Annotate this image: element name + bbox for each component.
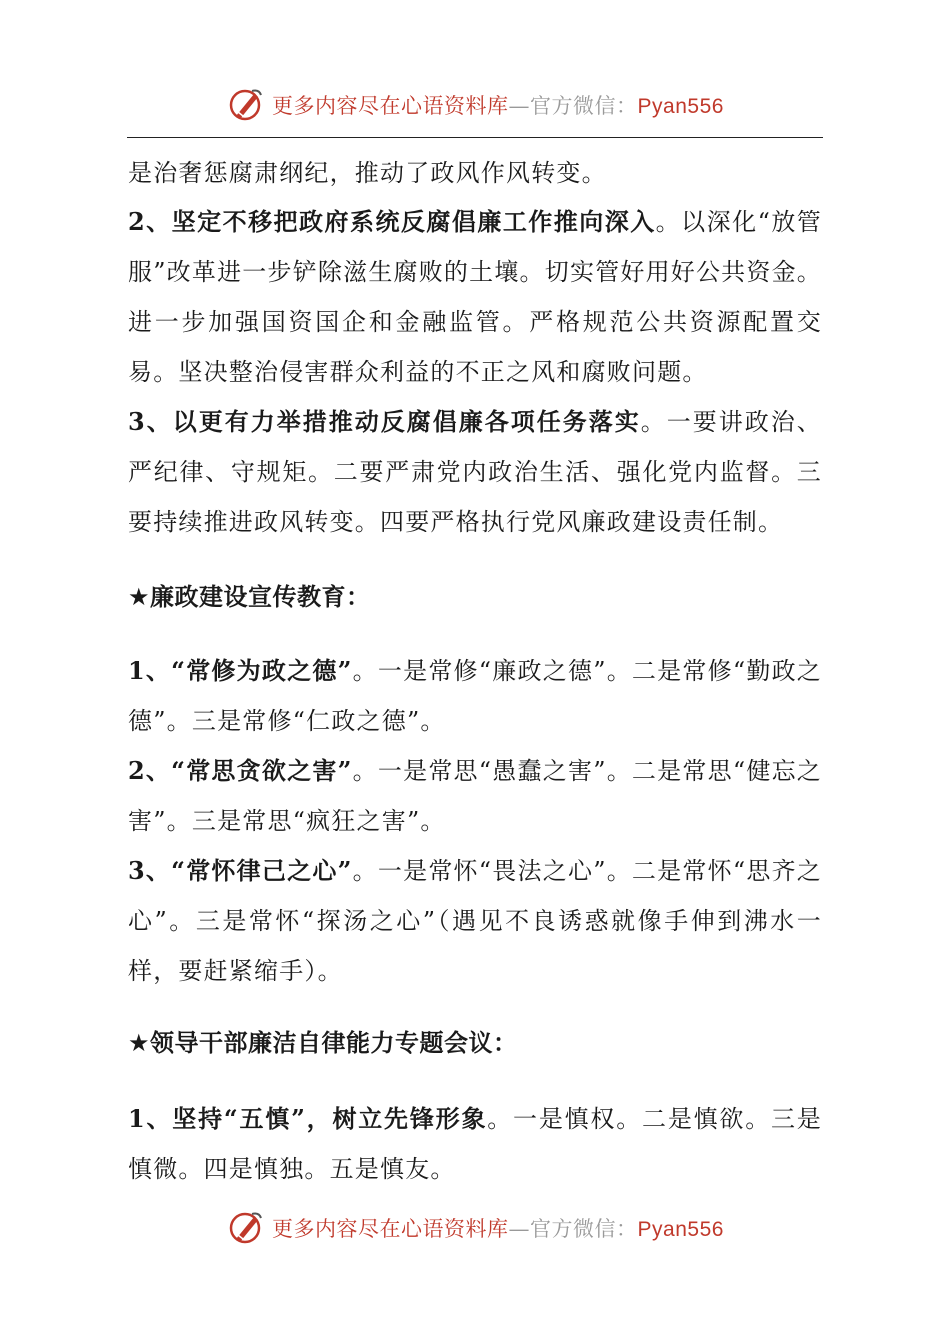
paragraph-lead: 3、以更有力举措推动反腐倡廉各项任务落实 [128,407,641,436]
section-heading-education: ★廉政建设宣传教育： [128,583,371,611]
meeting-item-1: 1、坚持“五慎”，树立先锋形象。一是慎权。二是慎欲。三是慎微。四是慎独。五是慎友。 [128,1104,822,1183]
header-banner [0,80,950,130]
education-item-2: 2、“常思贪欲之害”。一是常思“愚蠢之害”。二是常思“健忘之害”。三是常思“疯狂之害”。 [128,756,823,835]
item-lead: 1、坚持“五慎”，树立先锋形象 [128,1104,488,1133]
item-lead: 1、“常修为政之德” [128,656,353,685]
item-lead: 2、“常思贪欲之害” [128,756,353,785]
education-item-3: 3、“常怀律己之心”。一是常怀“畏法之心”。二是常怀“思齐之心”。三是常怀“探汤之心”（遇见不良诱惑就像手伸到沸水一样，要赶紧缩手）。 [128,856,823,985]
paragraph-lead: 2、坚定不移把政府系统反腐倡廉工作推向深入 [128,207,656,236]
paragraph-item-2: 2、坚定不移把政府系统反腐倡廉工作推向深入。以深化“放管服”改革进一步铲除滋生腐败的土壤。切实管好用好公共资金。进一步加强国资国企和金融监管。严格规范公共资源配置交易。坚决整治侵害群众利益的不正之风和腐败问题。 [128,207,822,386]
header-divider [127,137,823,138]
paragraph-item-3: 3、以更有力举措推动反腐倡廉各项任务落实。一要讲政治、严纪律、守规矩。二要严肃党内政治生活、强化党内监督。三要持续推进政风转变。四要严格执行党风廉政建设责任制。 [128,407,823,536]
footer-banner [0,1203,950,1253]
item-lead: 3、“常怀律己之心” [128,856,353,885]
education-item-1: 1、“常修为政之德”。一是常修“廉政之德”。二是常修“勤政之德”。三是常修“仁政之德”。 [128,656,823,735]
section-heading-meeting: ★领导干部廉洁自律能力专题会议： [128,1029,518,1057]
footer-banner-text: 更多内容尽在心语资料库—官方微信：Pyan556 [272,1217,724,1241]
pen-logo-icon [226,85,266,125]
pen-logo-icon [226,1208,266,1248]
paragraph-continuation: 是治奢惩腐肃纲纪，推动了政风作风转变。 [128,159,607,187]
header-banner-text: 更多内容尽在心语资料库—官方微信：Pyan556 [272,94,724,118]
